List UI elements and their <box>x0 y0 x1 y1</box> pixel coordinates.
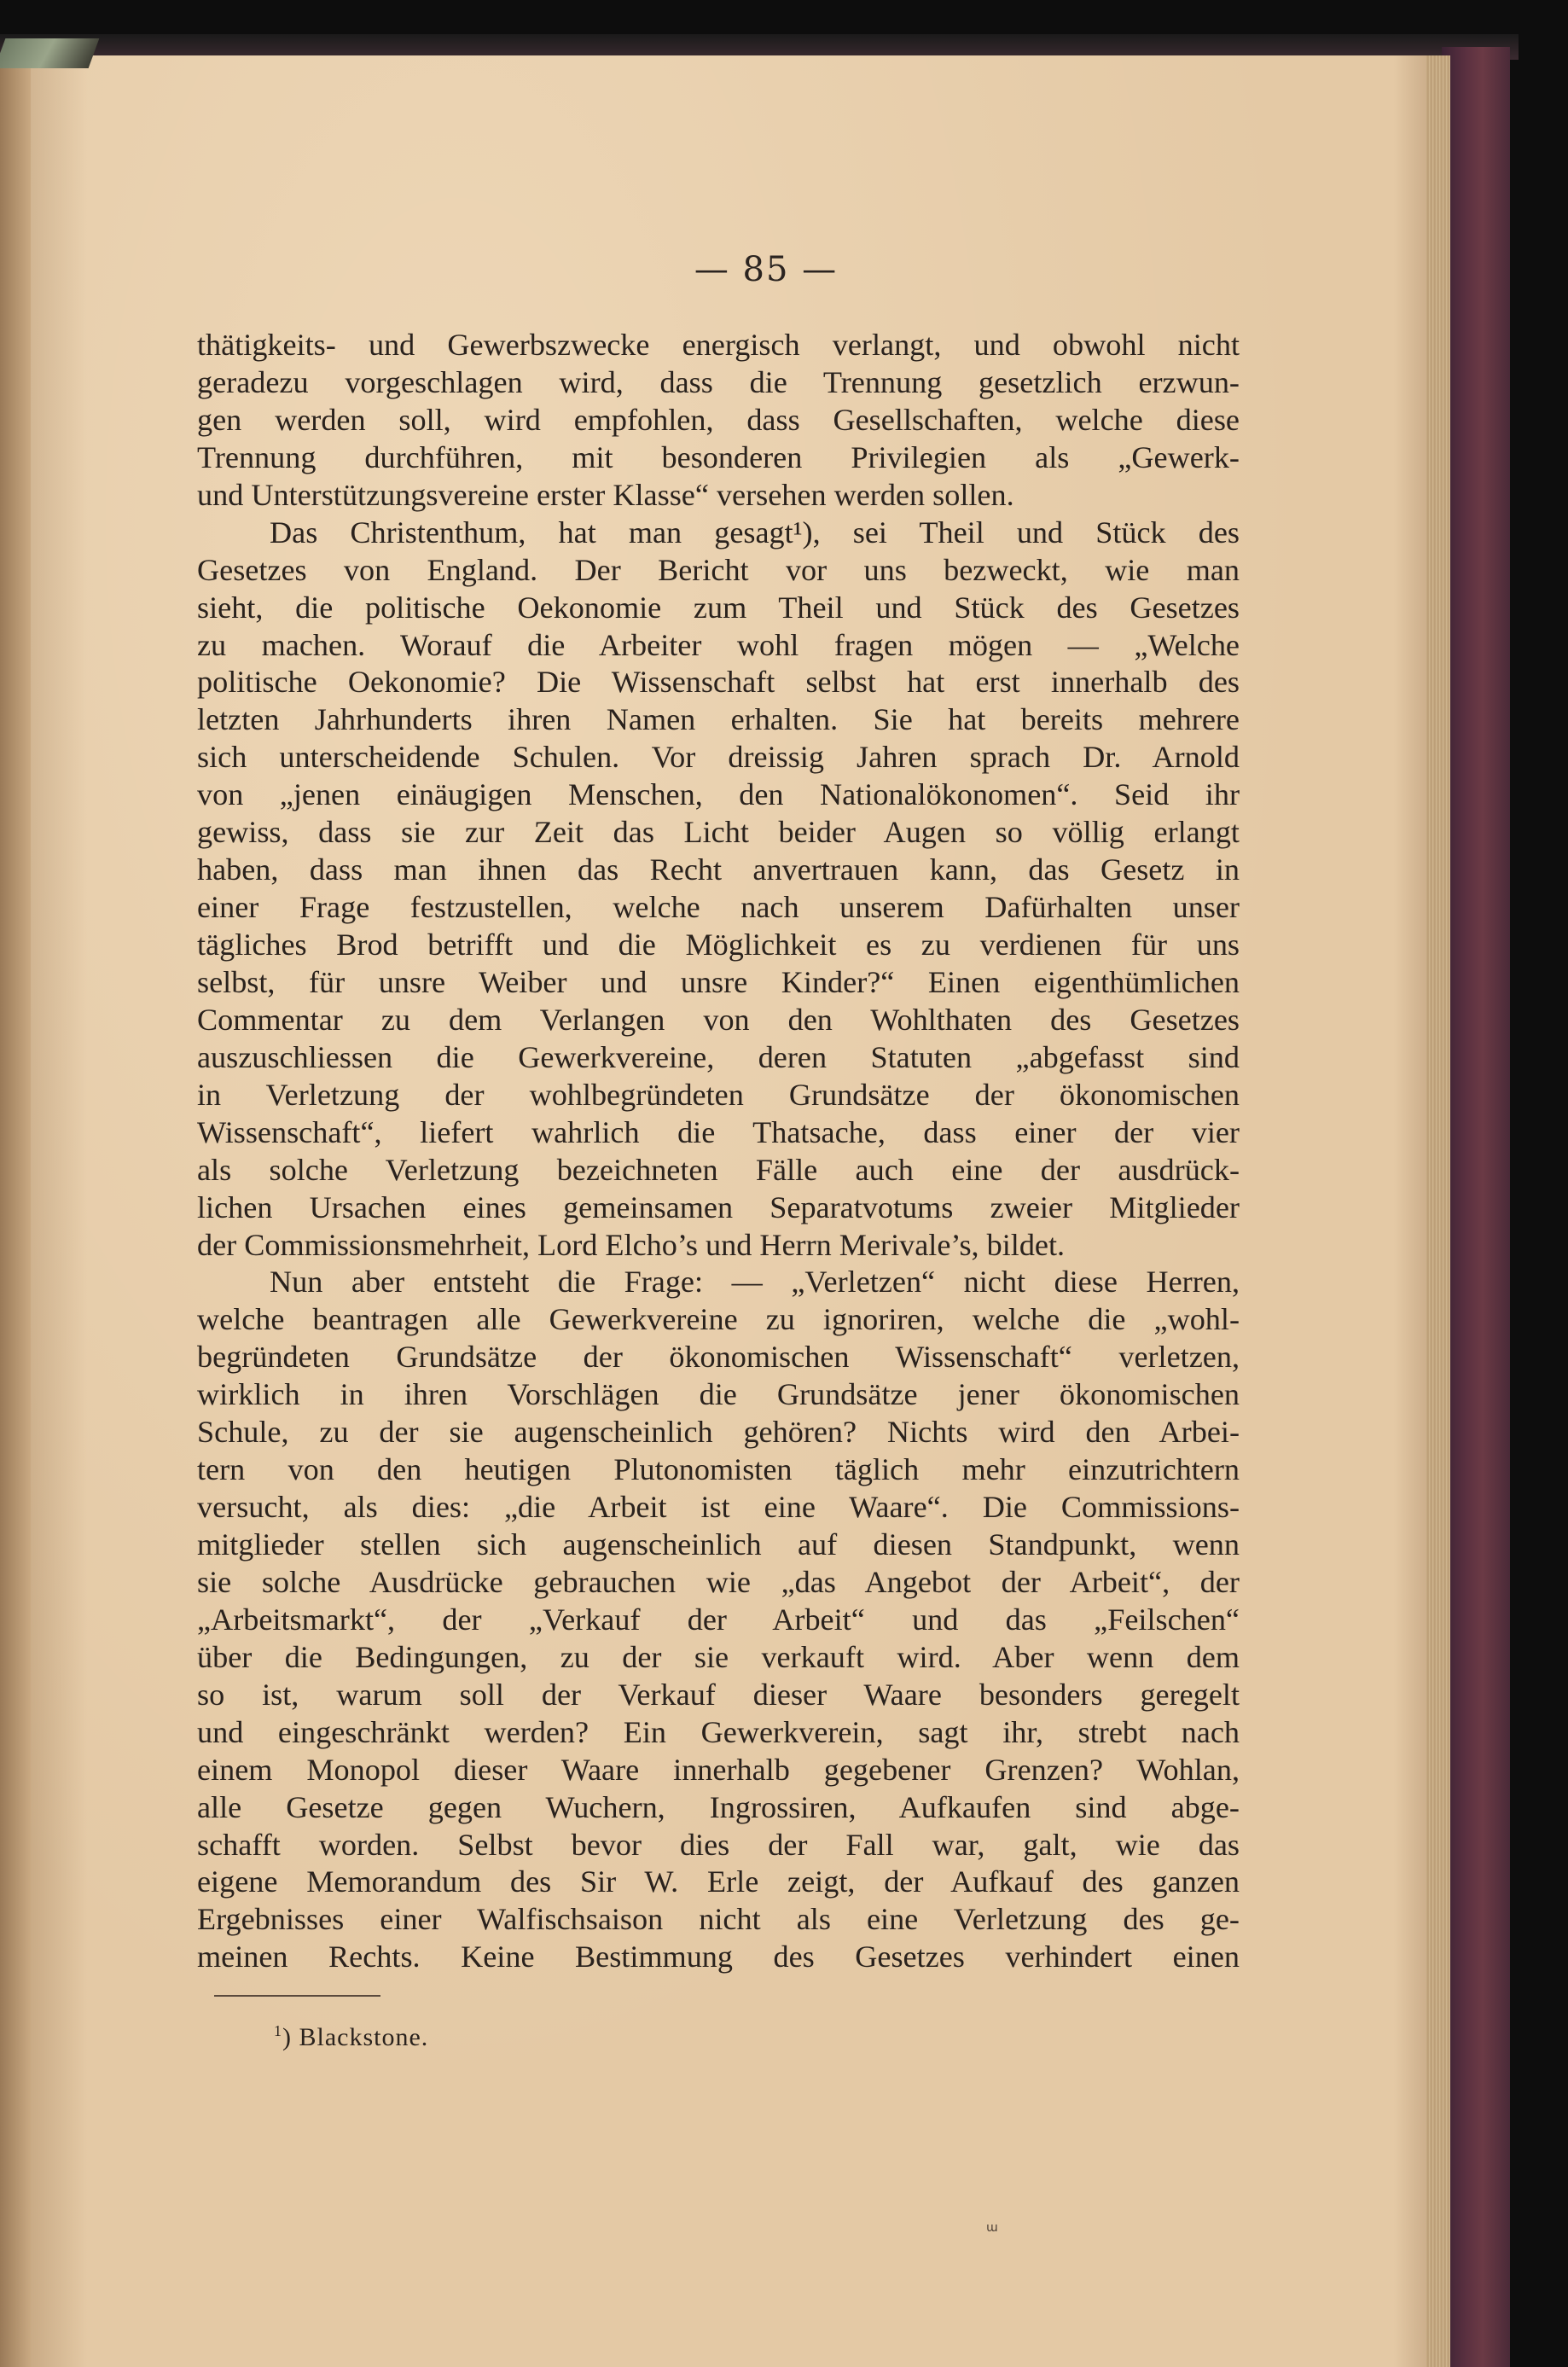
text-line: politische Oekonomie? Die Wissenschaft selbst hat erst innerhalb des <box>197 665 1240 700</box>
text-line: zu machen. Worauf die Arbeiter wohl fragen mögen — „Welche <box>197 627 1240 662</box>
text-line: wirklich in ihren Vorschlägen die Grundsätze jener ökonomischen <box>197 1377 1240 1412</box>
text-line: einer Frage festzustellen, welche nach unserem Dafürhalten unser <box>197 890 1240 925</box>
text-line: Commentar zu dem Verlangen von den Wohlthaten des Gesetzes <box>197 1002 1240 1037</box>
text-line: tägliches Brod betrifft und die Möglichkeit es zu verdienen für uns <box>197 928 1240 962</box>
text-line: sich unterscheidende Schulen. Vor dreissig Jahren sprach Dr. Arnold <box>197 740 1240 775</box>
text-line: thätigkeits- und Gewerbszwecke energisch verlangt, und obwohl nicht <box>197 328 1240 362</box>
text-line: von „jenen einäugigen Menschen, den Nationalökonomen“. Seid ihr <box>197 777 1240 812</box>
text-line: geradezu vorgeschlagen wird, dass die Trennung gesetzlich erzwun- <box>197 364 1240 399</box>
book-cover-board <box>1442 47 1510 2367</box>
text-line: Das Christenthum, hat man gesagt¹), sei Theil und Stück des <box>270 515 1240 550</box>
text-line: letzten Jahrhunderts ihren Namen erhalten. Sie hat bereits mehrere <box>197 702 1240 737</box>
text-line: in Verletzung der wohlbegründeten Grundsätze der ökonomischen <box>197 1077 1240 1112</box>
text-line: der Commissionsmehrheit, Lord Elcho’s und Herrn Merivale’s, bildet. <box>197 1227 1066 1262</box>
body-text <box>197 327 1240 1976</box>
text-line: Nun aber entsteht die Frage: — „Verletzen“ nicht diese Herren, <box>270 1265 1240 1300</box>
text-line: eigene Memorandum des Sir W. Erle zeigt, der Aufkauf des ganzen <box>197 1864 1240 1899</box>
text-line: gewiss, dass sie zur Zeit das Licht beider Augen so völlig erlangt <box>197 815 1240 850</box>
text-line: selbst, für unsre Weiber und unsre Kinder?“ Einen eigenthümlichen <box>197 964 1240 999</box>
footnote-rule <box>214 1995 380 1997</box>
text-line: über die Bedingungen, zu der sie verkauft wird. Aber wenn dem <box>197 1639 1240 1674</box>
paper-page <box>31 55 1450 2367</box>
text-line: sieht, die politische Oekonomie zum Theil und Stück des Gesetzes <box>197 590 1240 625</box>
text-line: haben, dass man ihnen das Recht anvertrauen kann, das Gesetz in <box>197 852 1240 887</box>
text-line: versucht, als dies: „die Arbeit ist eine Waare“. Die Commissions- <box>197 1490 1240 1525</box>
text-line: auszuschliessen die Gewerkvereine, deren Statuten „abgefasst sind <box>197 1039 1240 1074</box>
stray-mark: ɯ <box>986 2221 998 2235</box>
text-line: Gesetzes von England. Der Bericht vor uns bezweckt, wie man <box>197 552 1240 587</box>
text-line: als solche Verletzung bezeichneten Fälle auch eine der ausdrück- <box>197 1152 1240 1187</box>
text-line: „Arbeitsmarkt“, der „Verkauf der Arbeit“ und das „Feilschen“ <box>197 1602 1240 1637</box>
text-line: und Unterstützungsvereine erster Klasse“ versehen werden sollen. <box>197 477 1014 512</box>
footnote <box>274 2022 428 2052</box>
bookmark-ribbon <box>0 38 99 68</box>
text-line: Schule, zu der sie augenscheinlich gehören? Nichts wird den Arbei- <box>197 1415 1240 1450</box>
text-line: sie solche Ausdrücke gebrauchen wie „das Angebot der Arbeit“, der <box>197 1564 1240 1599</box>
page-number: — 85 — <box>694 250 839 289</box>
text-line: welche beantragen alle Gewerkvereine zu ignoriren, welche die „wohl- <box>197 1302 1240 1337</box>
text-line: so ist, warum soll der Verkauf dieser Waare besonders geregelt <box>197 1677 1240 1712</box>
footnote-marker: 1 <box>274 2022 282 2039</box>
text-line: meinen Rechts. Keine Bestimmung des Gesetzes verhindert einen <box>197 1940 1240 1974</box>
text-line: alle Gesetze gegen Wuchern, Ingrossiren, Aufkaufen sind abge- <box>197 1789 1240 1824</box>
text-line: schafft worden. Selbst bevor dies der Fall war, galt, wie das <box>197 1827 1240 1862</box>
text-line: lichen Ursachen eines gemeinsamen Separatvotums zweier Mitglieder <box>197 1189 1240 1224</box>
text-line: tern von den heutigen Plutonomisten täglich mehr einzutrichtern <box>197 1452 1240 1487</box>
text-line: gen werden soll, wird empfohlen, dass Gesellschaften, welche diese <box>197 402 1240 437</box>
text-line: begründeten Grundsätze der ökonomischen Wissenschaft“ verletzen, <box>197 1340 1240 1375</box>
text-line: einem Monopol dieser Waare innerhalb gegebener Grenzen? Wohlan, <box>197 1752 1240 1787</box>
gutter-shadow <box>0 55 31 2367</box>
text-line: Wissenschaft“, liefert wahrlich die Thatsache, dass einer der vier <box>197 1114 1240 1149</box>
footnote-text: ) Blackstone. <box>282 2023 429 2051</box>
text-line: Ergebnisses einer Walfischsaison nicht als eine Verletzung des ge- <box>197 1902 1240 1937</box>
text-line: mitglieder stellen sich augenscheinlich auf diesen Standpunkt, wenn <box>197 1527 1240 1562</box>
page-block-edges <box>1426 55 1450 2367</box>
text-line: und eingeschränkt werden? Ein Gewerkverein, sagt ihr, strebt nach <box>197 1714 1240 1749</box>
text-line: Trennung durchführen, mit besonderen Privilegien als „Gewerk- <box>197 439 1240 474</box>
